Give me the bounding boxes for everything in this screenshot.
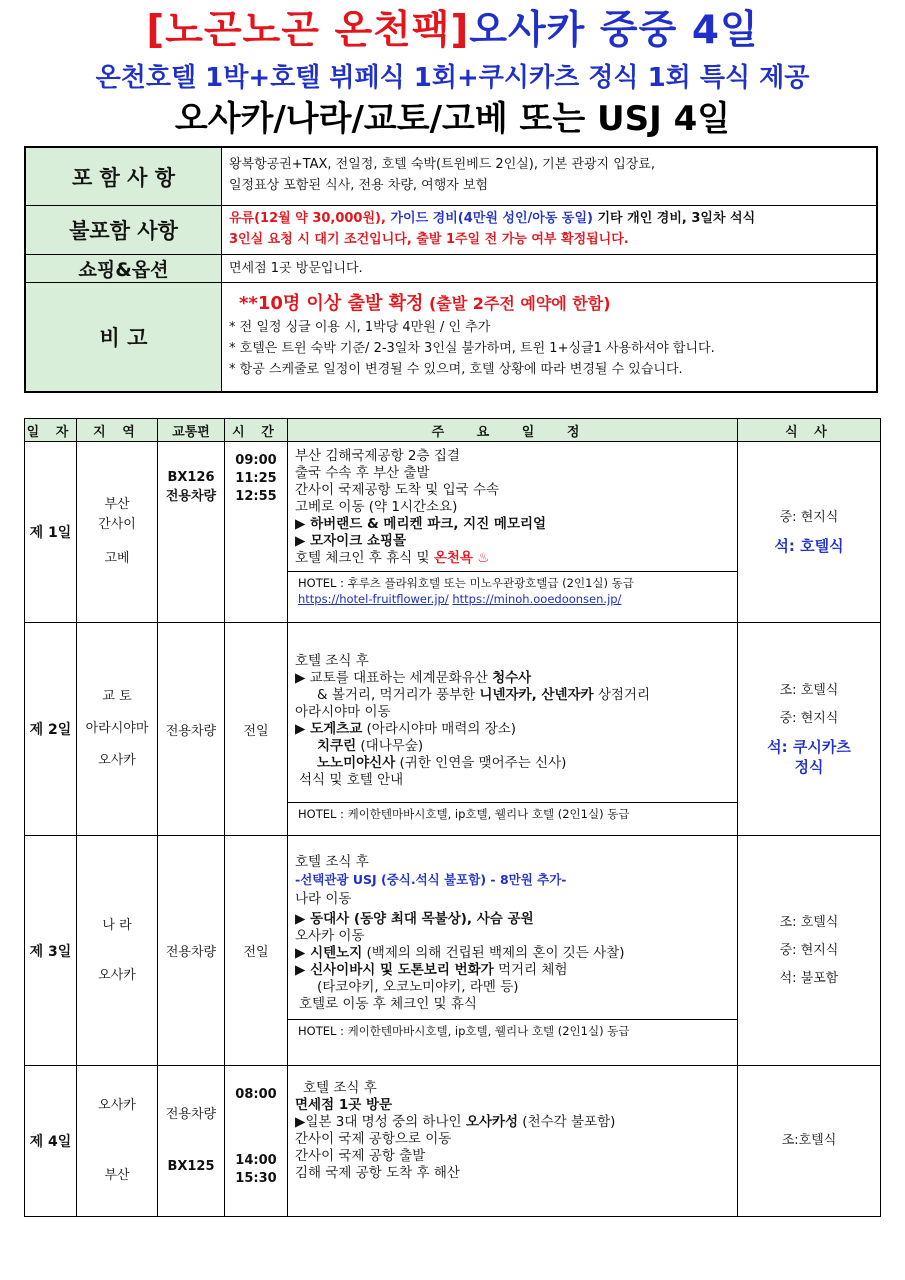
day3-meal-breakfast: 조: 호텔식 (779, 914, 839, 930)
day2-meals (738, 623, 881, 836)
day4-line-2: 면세점 1곳 방문 (295, 1097, 393, 1113)
remarks-line-1: * 전 일정 싱글 이용 시, 1박당 4만원 / 인 추가 (229, 320, 491, 335)
remarks-headline-note: (출발 2주전 예약에 한함) (423, 294, 611, 313)
day2-line-2: ▶ 교토를 대표하는 세계문화유산 (295, 670, 493, 686)
day2-line-7: (귀한 인연을 맺어주는 신사) (395, 755, 567, 771)
day2-line-3-bold: 니넨자카, 산넨자카 (479, 687, 594, 703)
day2-line-3: & 볼거리, 먹거리가 풍부한 (317, 687, 480, 703)
excluded-line-2: 3인실 요청 시 대기 조건입니다, 출발 1주일 전 가능 여부 확정됩니다. (229, 232, 629, 247)
day1-region-3: 고베 (104, 551, 130, 566)
included-line-1: 왕복항공권+TAX, 전일정, 호텔 숙박(트윈베드 2인실), 기본 관광지 입장료, (229, 157, 656, 172)
day1-line-1: 부산 김해국제공항 2층 집결 (295, 448, 460, 464)
day3-line-6-bold: ▶ 시텐노지 (295, 945, 363, 961)
day2-meal-lunch: 중: 현지식 (779, 711, 839, 726)
day4-line-1: 호텔 조식 후 (303, 1080, 377, 1096)
remarks-line-3: * 항공 스케줄로 일정이 변경될 수 있으며, 호텔 상황에 따라 변경될 수 있습니다. (229, 362, 683, 377)
route-title: 오사카/나라/교토/고베 또는 USJ 4일 (174, 99, 731, 139)
day3-region-1: 나 라 (102, 917, 132, 933)
day1-meal-dinner: 석: 호텔식 (774, 537, 844, 555)
day2-time: 전일 (225, 623, 288, 836)
day1-flight: BX126 (167, 470, 215, 485)
excluded-rest: 기타 개인 경비, 3일차 석식 (592, 211, 756, 226)
day2-schedule (288, 623, 738, 836)
day3-region-2: 오사카 (98, 967, 136, 983)
day2-line-7-bold: 노노미야신사 (317, 755, 396, 771)
header-day: 일 자 (25, 419, 77, 442)
day2-region-2: 아라시야마 (85, 721, 149, 736)
shopping-label: 쇼핑&옵션 (26, 255, 222, 282)
hotel-link-2[interactable]: https://minoh.ooedoonsen.jp/ (452, 592, 622, 606)
day4-time-3: 15:30 (235, 1171, 277, 1186)
day1-times (225, 442, 288, 623)
day4-meals (738, 1066, 881, 1217)
remarks-line-2: * 호텔은 트윈 숙박 기준/ 2-3일차 3인실 불가하며, 트윈 1+싱글1 사용하셔야 합니다. (229, 341, 715, 356)
itinerary-table (24, 418, 881, 1217)
day2-region-3: 오사카 (98, 753, 136, 768)
page-title (0, 6, 905, 56)
day1-regions (77, 442, 158, 623)
day1-meals (738, 442, 881, 623)
day4-time-2: 14:00 (235, 1153, 277, 1168)
day3-meal-lunch: 중: 현지식 (779, 942, 839, 958)
day1-line-4: 고베로 이동 (약 1시간소요) (295, 499, 458, 515)
day2-line-6: (대나무숲) (356, 738, 424, 754)
day3-schedule (288, 836, 738, 1066)
day2-line-6-bold: 치쿠린 (317, 738, 357, 754)
day3-transport: 전용차량 (158, 836, 225, 1066)
day2-label: 제 2일 (25, 623, 77, 836)
excluded-guide: 가이드 경비(4만원 성인/아동 동일) (390, 211, 593, 226)
day2-line-2-bold: 청수사 (492, 670, 532, 686)
day4-line-6: 김해 국제 공항 도착 후 해산 (295, 1165, 460, 1181)
day2-meal-dinner-2: 정식 (794, 758, 824, 776)
day1-line-7: 호텔 체크인 후 휴식 및 (295, 550, 434, 566)
day1-transport (158, 442, 225, 623)
day1-time-1: 09:00 (235, 453, 277, 468)
day3-line-5: 오사카 이동 (295, 928, 365, 944)
day1-line-2: 출국 수속 후 부산 출발 (295, 465, 430, 481)
day4-label: 제 4일 (25, 1066, 77, 1217)
day3-line-6: (백제의 의해 건립된 백제의 혼이 깃든 사찰) (362, 945, 625, 961)
table-row-day4 (25, 1066, 881, 1217)
day3-line-3: 나라 이동 (295, 891, 352, 907)
excluded-row (26, 206, 876, 255)
header-time: 시 간 (225, 419, 288, 442)
day1-onsen: 온천욕 (433, 550, 473, 566)
day2-line-4: 아라시야마 이동 (295, 704, 391, 720)
table-row-day3 (25, 836, 881, 1066)
table-header-row (25, 419, 881, 442)
day3-line-2: -선택관광 USJ (중식.석식 불포함) - 8만원 추가- (295, 872, 567, 887)
day2-line-8: 석식 및 호텔 안내 (299, 772, 404, 788)
day4-line-3-post: (천수각 불포함) (518, 1114, 616, 1130)
title-bracket: [노곤노곤 온천팩] (146, 8, 470, 53)
day4-line-4: 간사이 국제 공항으로 이동 (295, 1131, 452, 1147)
day1-schedule (288, 442, 738, 623)
day1-hotel (288, 571, 737, 609)
day2-line-5: (아라시야마 매력의 장소) (362, 721, 517, 737)
table-row-day1 (25, 442, 881, 623)
summary-box (24, 146, 878, 393)
remarks-label: 비 고 (26, 283, 222, 391)
header-transport: 교통편 (158, 419, 225, 442)
day1-hotel-text: HOTEL : 후루츠 플라워호텔 또는 미노우관광호텔급 (2인1실) 동급 (298, 576, 634, 590)
day2-line-5-bold: ▶ 도게츠교 (295, 721, 363, 737)
included-line-2: 일정표상 포함된 식사, 전용 차량, 여행자 보험 (229, 178, 489, 193)
day3-line-9: 호텔로 이동 후 체크인 및 휴식 (299, 996, 477, 1012)
day1-region-2: 간사이 (98, 517, 136, 532)
day1-line-3: 간사이 국제공항 도착 및 입국 수속 (295, 482, 500, 498)
day1-line-5: ▶ 하버랜드 & 메리켄 파크, 지진 메모리얼 (295, 516, 547, 532)
header-region: 지 역 (77, 419, 158, 442)
day4-line-5: 간사이 국제 공항 출발 (295, 1148, 426, 1164)
hotel-link-1[interactable]: https://hotel-fruitflower.jp/ (298, 592, 449, 606)
day3-meal-dinner: 석: 불포함 (779, 970, 839, 986)
excluded-value (229, 208, 870, 250)
day4-times (225, 1066, 288, 1217)
included-row (26, 148, 876, 206)
day4-region-2: 부산 (104, 1168, 130, 1183)
shopping-row (26, 255, 876, 283)
header-meals: 식 사 (738, 419, 881, 442)
day1-meal-lunch: 중: 현지식 (779, 510, 839, 525)
day3-line-1: 호텔 조식 후 (295, 854, 369, 870)
day3-line-7: 먹거리 체험 (493, 962, 568, 978)
day2-meal-dinner: 석: 쿠시카츠 (767, 738, 851, 756)
day1-line-6: ▶ 모자이크 쇼핑몰 (295, 533, 407, 549)
day4-schedule (288, 1066, 738, 1217)
table-row-day2 (25, 623, 881, 836)
shopping-value: 면세점 1곳 방문입니다. (229, 261, 363, 276)
day2-region-1: 교 토 (102, 689, 132, 704)
day3-regions (77, 836, 158, 1066)
day2-hotel: HOTEL : 케이한텐마바시호텔, ip호텔, 웰리나 호텔 (2인1실) 동급 (288, 802, 737, 824)
day1-region-1: 부산 (104, 497, 130, 512)
day4-flight: BX125 (167, 1159, 215, 1174)
day2-transport: 전용차량 (158, 623, 225, 836)
day3-line-7-bold: ▶ 신사이바시 및 도톤보리 번화가 (295, 962, 494, 978)
day3-hotel: HOTEL : 케이한텐마바시호텔, ip호텔, 웰리나 호텔 (2인1실) 동급 (288, 1019, 737, 1041)
day3-meals (738, 836, 881, 1066)
day1-time-3: 12:55 (235, 489, 277, 504)
hot-spring-icon: ♨ (477, 550, 490, 566)
excluded-fuel: 유류(12월 약 30,000원), (229, 211, 391, 226)
day4-meal-breakfast: 조:호텔식 (781, 1133, 837, 1148)
day1-time-2: 11:25 (235, 471, 277, 486)
day1-label: 제 1일 (25, 442, 77, 623)
title-rest: 오사카 중중 4일 (469, 8, 759, 53)
day2-meal-breakfast: 조: 호텔식 (779, 683, 839, 698)
day3-line-4: ▶ 동대사 (동양 최대 목불상), 사슴 공원 (295, 911, 534, 927)
day4-line-3: ▶일본 3대 명성 중의 하나인 (295, 1114, 466, 1130)
day4-time-1: 08:00 (235, 1087, 277, 1102)
day4-region-1: 오사카 (98, 1098, 136, 1113)
day1-vehicle: 전용차량 (165, 489, 217, 504)
day4-vehicle: 전용차량 (165, 1107, 217, 1122)
day4-transport (158, 1066, 225, 1217)
included-value (229, 154, 870, 196)
day3-time: 전일 (225, 836, 288, 1066)
day3-label: 제 3일 (25, 836, 77, 1066)
day2-line-3-post: 상점거리 (593, 687, 651, 703)
day2-regions (77, 623, 158, 836)
day2-line-1: 호텔 조식 후 (295, 653, 369, 669)
header-schedule: 주 요 일 정 (288, 419, 738, 442)
remarks-row (26, 283, 876, 391)
day4-regions (77, 1066, 158, 1217)
day4-line-3-bold: 오사카성 (465, 1114, 519, 1130)
excluded-label: 불포함 사항 (26, 206, 222, 254)
remarks-value (229, 291, 870, 380)
page-subtitle: 온천호텔 1박+호텔 뷔페식 1회+쿠시카츠 정식 1회 특식 제공 (95, 63, 810, 93)
included-label: 포 함 사 항 (26, 148, 222, 205)
day3-line-8: (타코야키, 오코노미야키, 라멘 등) (317, 979, 519, 995)
remarks-headline: **10명 이상 출발 확정 (239, 293, 424, 314)
